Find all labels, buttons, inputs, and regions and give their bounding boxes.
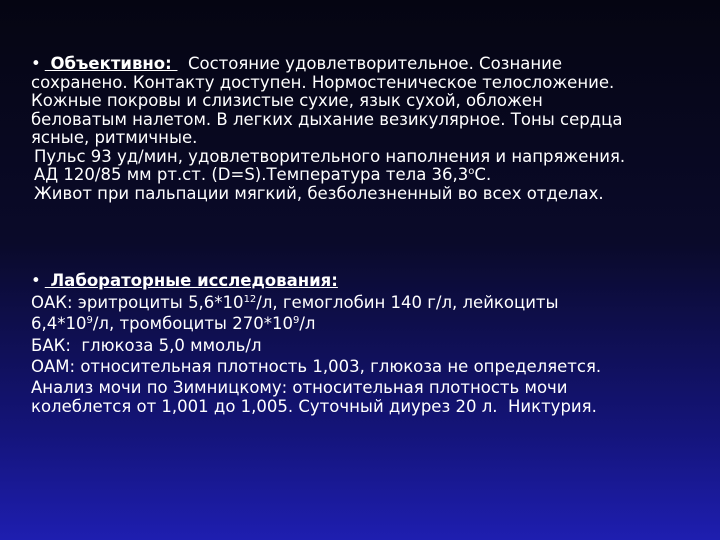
objective-text: ясные, ритмичные.	[31, 128, 198, 147]
exponent: 9	[86, 315, 93, 326]
oak-text: /л	[299, 314, 316, 333]
bak-line: БАК: глюкоза 5,0 ммоль/л	[31, 335, 262, 355]
oak-text: ОАК: эритроциты 5,6*10	[31, 292, 244, 312]
zimnitsky-line-2: колеблется от 1,001 до 1,005. Суточный диурез 20 л. Никтурия.	[31, 396, 597, 416]
bp-text: АД 120/85 мм рт.ст. (D=S).Температура тела 36,3	[34, 165, 469, 184]
blood-pressure-text	[31, 166, 701, 185]
objective-text: Кожные покровы и слизистые сухие, язык сухой, обложен	[31, 91, 543, 110]
pulse-text: Пульс 93 уд/мин, удовлетворительного наполнения и напряжения.	[34, 146, 626, 166]
degree-sup: о	[468, 166, 475, 177]
oak-text: /л, гемоглобин 140 г/л, лейкоциты	[256, 292, 559, 312]
bullet: •	[31, 271, 41, 290]
lab-section	[31, 270, 701, 416]
bp-unit: С.	[474, 165, 492, 184]
objective-text: сохранено. Контакту доступен. Нормостеническое телосложение.	[31, 72, 615, 92]
oak-line-1	[31, 292, 701, 314]
lab-heading: Лабораторные исследования:	[44, 271, 338, 290]
oak-text: 6,4*10	[31, 314, 87, 333]
objective-section	[31, 55, 701, 203]
objective-text: Состояние удовлетворительное. Сознание	[177, 54, 563, 73]
exponent: 9	[292, 315, 300, 326]
lab-heading-line	[31, 270, 701, 292]
exponent: 12	[243, 293, 257, 305]
objective-text: беловатым налетом. В легких дыхание везикулярное. Тоны сердца	[31, 109, 623, 129]
abdomen-text: Живот при пальпации мягкий, безболезненный во всех отделах.	[34, 183, 604, 203]
bullet: •	[31, 54, 41, 73]
oam-line: ОАМ: относительная плотность 1,003, глюкоза не определяется.	[31, 357, 602, 376]
zimnitsky-line-1: Анализ мочи по Зимницкому: относительная плотность мочи	[31, 377, 568, 397]
oak-text: /л, тромбоциты 270*10	[92, 314, 293, 333]
objective-first-line	[31, 55, 701, 74]
objective-heading: Объективно:	[44, 54, 178, 73]
oak-line-2	[31, 313, 701, 335]
